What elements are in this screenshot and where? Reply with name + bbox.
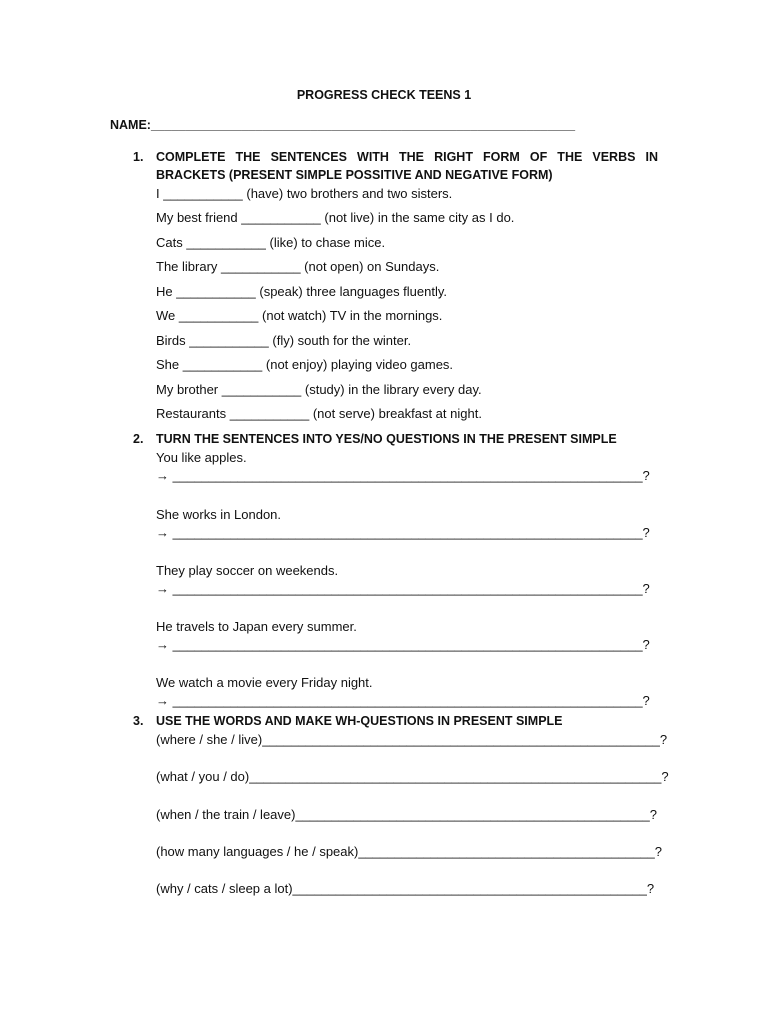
section-3-item: (what / you / do)_________________________________________________________? — [156, 769, 669, 784]
section-1-item: My brother ___________ (study) in the library every day. — [156, 382, 482, 397]
section-3-number: 3. — [133, 714, 144, 728]
section-3-item: (where / she / live)_______________________________________________________? — [156, 732, 668, 747]
section-1-item: Birds ___________ (fly) south for the winter. — [156, 333, 412, 348]
section-2-answer-line: → _________________________________________________________________? — [156, 525, 650, 540]
section-2-answer-line: → _________________________________________________________________? — [156, 693, 650, 708]
section-1-item: He ___________ (speak) three languages fluently. — [156, 284, 448, 299]
section-2-number: 2. — [133, 432, 144, 446]
section-2-heading: TURN THE SENTENCES INTO YES/NO QUESTIONS IN THE PRESENT SIMPLE — [156, 432, 617, 446]
section-2-sentence: You like apples. — [156, 450, 247, 465]
section-1-item: My best friend ___________ (not live) in the same city as I do. — [156, 210, 515, 225]
section-1-number: 1. — [133, 150, 144, 164]
section-3-item: (when / the train / leave)_________________________________________________? — [156, 807, 657, 822]
section-2-sentence: He travels to Japan every summer. — [156, 619, 357, 634]
section-2-answer-line: → _________________________________________________________________? — [156, 468, 650, 483]
section-1-heading: COMPLETE THE SENTENCES WITH THE RIGHT FORM OF THE VERBS IN BRACKETS (PRESENT SIMPLE POSSITIVE AND NEGATIVE FORM) — [156, 150, 658, 182]
section-3-heading: USE THE WORDS AND MAKE WH-QUESTIONS IN PRESENT SIMPLE — [156, 714, 563, 728]
section-3-item: (how many languages / he / speak)_________________________________________? — [156, 844, 662, 859]
section-1-item: The library ___________ (not open) on Sundays. — [156, 259, 440, 274]
section-1-item: We ___________ (not watch) TV in the mornings. — [156, 308, 443, 323]
section-1-item: I ___________ (have) two brothers and two sisters. — [156, 186, 453, 201]
section-1-item: Restaurants ___________ (not serve) breakfast at night. — [156, 406, 482, 421]
name-field-line: NAME:_____________________________________________________________ — [110, 118, 576, 132]
section-3-item: (why / cats / sleep a lot)_________________________________________________? — [156, 881, 655, 896]
section-1-item: Cats ___________ (like) to chase mice. — [156, 235, 386, 250]
section-2-answer-line: → _________________________________________________________________? — [156, 637, 650, 652]
section-2-sentence: They play soccer on weekends. — [156, 563, 339, 578]
section-2-answer-line: → _________________________________________________________________? — [156, 581, 650, 596]
document-title: PROGRESS CHECK TEENS 1 — [296, 88, 472, 102]
section-2-sentence: We watch a movie every Friday night. — [156, 675, 373, 690]
section-1-item: She ___________ (not enjoy) playing video games. — [156, 357, 454, 372]
section-2-sentence: She works in London. — [156, 507, 282, 522]
